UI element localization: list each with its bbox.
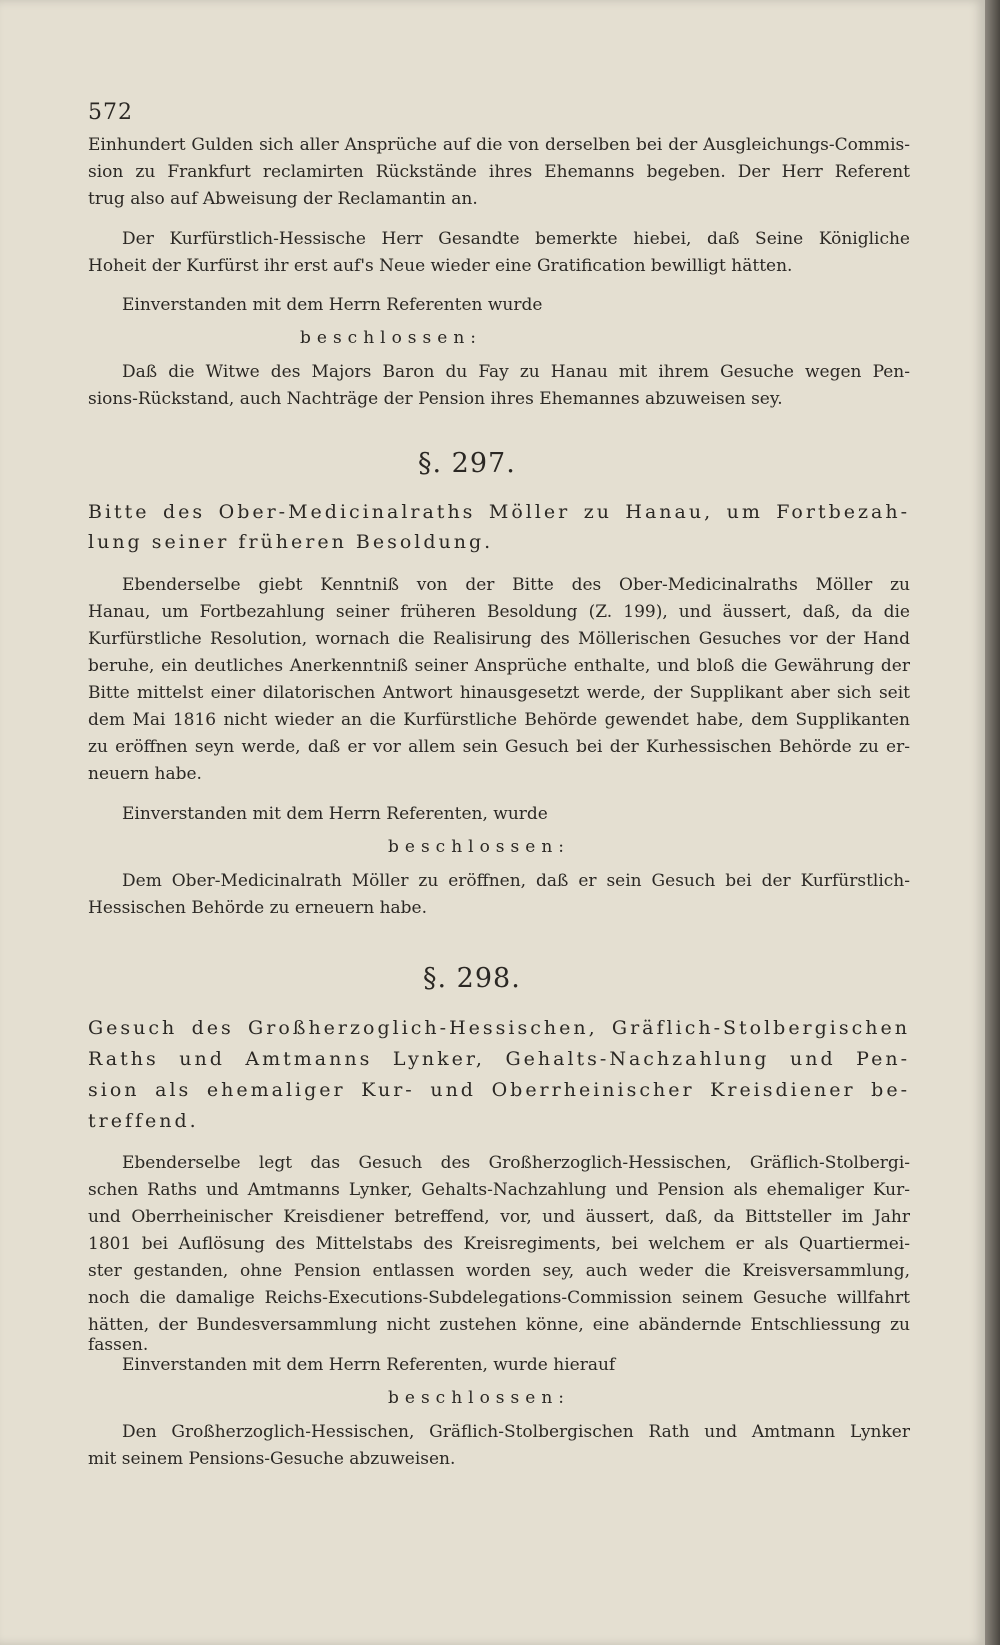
text-line: Einverstanden mit dem Herrn Referenten, wurde (122, 804, 548, 824)
text-line: Bitte mittelst einer dilatorischen Antwort hinausgesetzt werde, der Supplikant aber sich seit (88, 683, 910, 703)
section-number: §. 298. (423, 963, 521, 994)
resolution-label: beschlossen: (388, 837, 570, 857)
text-line: Den Großherzoglich-Hessischen, Gräflich-Stolbergischen Rath und Amtmann Lynker (122, 1422, 910, 1442)
text-line: Ebenderselbe legt das Gesuch des Großherzoglich-Hessischen, Gräflich-Stolbergi- (122, 1153, 910, 1173)
text-line: schen Raths und Amtmanns Lynker, Gehalts-Nachzahlung und Pension als ehemaliger Kur- (88, 1180, 910, 1200)
text-line: Einverstanden mit dem Herrn Referenten wurde (122, 295, 543, 315)
text-line: ster gestanden, ohne Pension entlassen worden sey, auch weder die Kreisversammlung, (88, 1261, 910, 1281)
text-line: beruhe, ein deutliches Anerkenntniß seiner Ansprüche enthalte, und bloß die Gewährung der (88, 656, 910, 676)
text-line: trug also auf Abweisung der Reclamantin an. (88, 189, 478, 209)
section-heading: Bitte des Ober-Medicinalraths Möller zu Hanau, um Fortbezah- (88, 501, 910, 523)
resolution-label: beschlossen: (300, 328, 482, 348)
text-line: Hoheit der Kurfürst ihr erst auf's Neue wieder eine Gratification bewilligt hätten. (88, 256, 793, 276)
resolution-label: beschlossen: (388, 1388, 570, 1408)
text-line: zu eröffnen seyn werde, daß er vor allem sein Gesuch bei der Kurhessischen Behörde zu er- (88, 737, 910, 757)
text-line: Einverstanden mit dem Herrn Referenten, wurde hierauf (122, 1355, 616, 1375)
section-heading: lung seiner früheren Besoldung. (88, 531, 494, 553)
text-line: Dem Ober-Medicinalrath Möller zu eröffnen, daß er sein Gesuch bei der Kurfürstlich- (122, 871, 910, 891)
section-heading: treffend. (88, 1110, 199, 1132)
section-heading: Raths und Amtmanns Lynker, Gehalts-Nachzahlung und Pen- (88, 1048, 910, 1070)
section-heading: sion als ehemaliger Kur- und Oberrheinischer Kreisdiener be- (88, 1079, 910, 1101)
text-line: sions-Rückstand, auch Nachträge der Pension ihres Ehemannes abzuweisen sey. (88, 389, 783, 409)
text-line: dem Mai 1816 nicht wieder an die Kurfürstliche Behörde gewendet habe, dem Supplikanten (88, 710, 910, 730)
text-line: neuern habe. (88, 764, 202, 784)
page-edge-shadow (985, 0, 1000, 1645)
text-line: Ebenderselbe giebt Kenntniß von der Bitte des Ober-Medicinalraths Möller zu (122, 575, 910, 595)
text-line: Der Kurfürstlich-Hessische Herr Gesandte bemerkte hiebei, daß Seine Königliche (122, 229, 910, 249)
text-line: 1801 bei Auflösung des Mittelstabs des Kreisregiments, bei welchem er als Quartiermei- (88, 1234, 910, 1254)
text-line: sion zu Frankfurt reclamirten Rückstände ihres Ehemanns begeben. Der Herr Referent (88, 162, 910, 182)
text-line: Einhundert Gulden sich aller Ansprüche auf die von derselben bei der Ausgleichungs-Commis- (88, 135, 910, 155)
text-line: mit seinem Pensions-Gesuche abzuweisen. (88, 1449, 456, 1469)
text-line: Hanau, um Fortbezahlung seiner früheren Besoldung (Z. 199), und äussert, daß, da die (88, 602, 910, 622)
text-line: hätten, der Bundesversammlung nicht zustehen könne, eine abändernde Entschliessung zu fassen. (88, 1315, 910, 1355)
section-number: §. 297. (418, 448, 516, 479)
text-line: Hessischen Behörde zu erneuern habe. (88, 898, 428, 918)
text-line: Kurfürstliche Resolution, wornach die Realisirung des Möllerischen Gesuches vor der Hand (88, 629, 910, 649)
section-heading: Gesuch des Großherzoglich-Hessischen, Gräflich-Stolbergischen (88, 1017, 910, 1039)
text-line: noch die damalige Reichs-Executions-Subdelegations-Commission seinem Gesuche willfahrt (88, 1288, 910, 1308)
text-line: Daß die Witwe des Majors Baron du Fay zu Hanau mit ihrem Gesuche wegen Pen- (122, 362, 910, 382)
page-number: 572 (88, 100, 133, 125)
text-line: und Oberrheinischer Kreisdiener betreffend, vor, und äussert, daß, da Bittsteller im Jahr (88, 1207, 910, 1227)
